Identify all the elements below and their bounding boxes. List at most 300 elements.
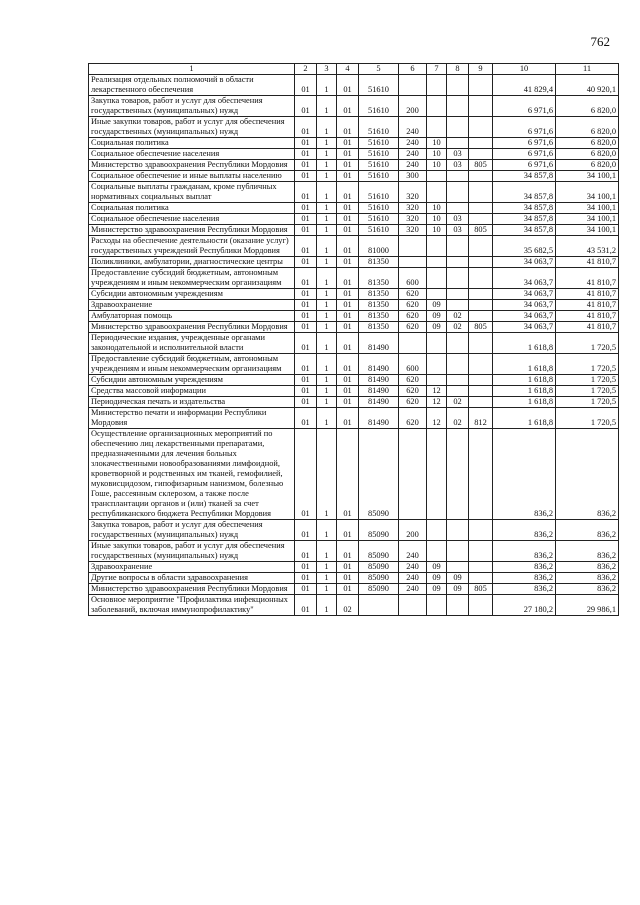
amount-cell: 1 720,5	[556, 386, 619, 397]
amount-cell: 1 720,5	[556, 408, 619, 429]
amount-cell: 836,2	[493, 429, 556, 520]
code-cell: 09	[447, 584, 469, 595]
amount-cell: 34 100,1	[556, 203, 619, 214]
code-cell	[447, 354, 469, 375]
code-cell: 01	[295, 562, 317, 573]
row-name-cell: Социальное обеспечение и иные выплаты населению	[89, 171, 295, 182]
code-cell: 620	[399, 300, 427, 311]
code-cell: 01	[295, 96, 317, 117]
table-row	[89, 595, 619, 616]
code-cell	[469, 397, 493, 408]
code-cell: 85090	[359, 584, 399, 595]
code-cell: 85090	[359, 573, 399, 584]
code-cell: 1	[317, 182, 337, 203]
amount-cell: 6 820,0	[556, 149, 619, 160]
amount-cell: 34 100,1	[556, 171, 619, 182]
amount-cell: 6 820,0	[556, 160, 619, 171]
code-cell	[427, 117, 447, 138]
code-cell: 12	[427, 397, 447, 408]
code-cell: 01	[295, 138, 317, 149]
amount-cell: 836,2	[556, 541, 619, 562]
table-row	[89, 333, 619, 354]
code-cell: 300	[399, 171, 427, 182]
code-cell: 01	[337, 96, 359, 117]
code-cell: 1	[317, 429, 337, 520]
code-cell	[447, 257, 469, 268]
amount-cell: 836,2	[556, 584, 619, 595]
amount-cell: 1 618,8	[493, 397, 556, 408]
amount-cell: 6 971,6	[493, 149, 556, 160]
code-cell: 10	[427, 225, 447, 236]
code-cell: 1	[317, 96, 337, 117]
code-cell: 620	[399, 397, 427, 408]
amount-cell: 836,2	[493, 584, 556, 595]
amount-cell: 34 857,8	[493, 225, 556, 236]
amount-cell: 34 063,7	[493, 322, 556, 333]
code-cell	[447, 117, 469, 138]
code-cell: 01	[337, 333, 359, 354]
code-cell: 620	[399, 386, 427, 397]
table-row	[89, 573, 619, 584]
code-cell: 01	[295, 311, 317, 322]
code-cell	[447, 520, 469, 541]
row-name-cell: Иные закупки товаров, работ и услуг для обеспечения государственных (муниципальных) нужд	[89, 541, 295, 562]
row-name-cell: Министерство здравоохранения Республики Мордовия	[89, 584, 295, 595]
code-cell: 81350	[359, 300, 399, 311]
row-name-cell: Здравоохранение	[89, 562, 295, 573]
code-cell: 805	[469, 225, 493, 236]
code-cell: 01	[295, 236, 317, 257]
table-row	[89, 354, 619, 375]
code-cell	[399, 429, 427, 520]
table-row	[89, 160, 619, 171]
code-cell: 01	[295, 182, 317, 203]
table-row	[89, 149, 619, 160]
row-name-cell: Средства массовой информации	[89, 386, 295, 397]
column-header: 8	[447, 64, 469, 75]
code-cell	[359, 595, 399, 616]
amount-cell: 836,2	[556, 573, 619, 584]
code-cell: 1	[317, 386, 337, 397]
code-cell: 1	[317, 236, 337, 257]
code-cell: 81490	[359, 397, 399, 408]
column-header: 1	[89, 64, 295, 75]
table-row	[89, 182, 619, 203]
amount-cell: 41 810,7	[556, 257, 619, 268]
code-cell	[447, 300, 469, 311]
table-row	[89, 289, 619, 300]
code-cell: 01	[295, 214, 317, 225]
code-cell	[427, 257, 447, 268]
code-cell	[469, 386, 493, 397]
code-cell: 10	[427, 160, 447, 171]
amount-cell: 34 100,1	[556, 225, 619, 236]
code-cell: 1	[317, 397, 337, 408]
code-cell	[399, 75, 427, 96]
amount-cell: 6 971,6	[493, 96, 556, 117]
code-cell	[427, 96, 447, 117]
row-name-cell: Субсидии автономным учреждениям	[89, 375, 295, 386]
column-header: 9	[469, 64, 493, 75]
row-name-cell: Министерство здравоохранения Республики Мордовия	[89, 225, 295, 236]
code-cell: 51610	[359, 160, 399, 171]
amount-cell: 836,2	[493, 573, 556, 584]
code-cell: 320	[399, 214, 427, 225]
code-cell	[447, 203, 469, 214]
code-cell: 620	[399, 289, 427, 300]
code-cell	[469, 182, 493, 203]
table-header-row	[89, 64, 619, 75]
code-cell: 01	[295, 171, 317, 182]
column-header: 5	[359, 64, 399, 75]
code-cell: 01	[295, 203, 317, 214]
code-cell	[469, 333, 493, 354]
row-name-cell: Предоставление субсидий бюджетным, автономным учреждениям и иным некоммерческим организациям	[89, 354, 295, 375]
code-cell	[447, 375, 469, 386]
code-cell: 01	[295, 160, 317, 171]
code-cell	[427, 595, 447, 616]
code-cell: 01	[337, 225, 359, 236]
amount-cell: 41 829,4	[493, 75, 556, 96]
code-cell: 81350	[359, 268, 399, 289]
code-cell: 1	[317, 541, 337, 562]
code-cell: 01	[295, 268, 317, 289]
amount-cell: 6 971,6	[493, 117, 556, 138]
code-cell	[427, 182, 447, 203]
code-cell	[399, 236, 427, 257]
code-cell: 1	[317, 289, 337, 300]
amount-cell: 836,2	[493, 520, 556, 541]
code-cell: 01	[295, 333, 317, 354]
table-row	[89, 214, 619, 225]
row-name-cell: Социальная политика	[89, 203, 295, 214]
code-cell: 320	[399, 203, 427, 214]
column-header: 2	[295, 64, 317, 75]
amount-cell: 34 063,7	[493, 257, 556, 268]
code-cell: 81350	[359, 322, 399, 333]
code-cell: 812	[469, 408, 493, 429]
code-cell: 240	[399, 149, 427, 160]
amount-cell: 34 857,8	[493, 203, 556, 214]
row-name-cell: Субсидии автономным учреждениям	[89, 289, 295, 300]
code-cell: 1	[317, 160, 337, 171]
code-cell: 01	[295, 520, 317, 541]
code-cell: 01	[337, 138, 359, 149]
table-row	[89, 386, 619, 397]
code-cell	[447, 236, 469, 257]
code-cell: 81490	[359, 333, 399, 354]
code-cell: 620	[399, 408, 427, 429]
code-cell	[447, 75, 469, 96]
code-cell	[447, 171, 469, 182]
code-cell: 240	[399, 541, 427, 562]
code-cell	[469, 96, 493, 117]
code-cell: 1	[317, 75, 337, 96]
code-cell	[447, 289, 469, 300]
code-cell	[469, 236, 493, 257]
code-cell: 01	[295, 541, 317, 562]
table-row	[89, 520, 619, 541]
code-cell: 1	[317, 149, 337, 160]
code-cell: 240	[399, 138, 427, 149]
code-cell: 81490	[359, 375, 399, 386]
code-cell: 600	[399, 354, 427, 375]
code-cell: 01	[337, 322, 359, 333]
code-cell	[469, 429, 493, 520]
code-cell	[469, 214, 493, 225]
amount-cell: 1 720,5	[556, 354, 619, 375]
row-name-cell: Реализация отдельных полномочий в области лекарственного обеспечения	[89, 75, 295, 96]
code-cell: 200	[399, 96, 427, 117]
amount-cell: 34 063,7	[493, 300, 556, 311]
column-header: 4	[337, 64, 359, 75]
row-name-cell: Социальное обеспечение населения	[89, 214, 295, 225]
code-cell: 81350	[359, 257, 399, 268]
code-cell: 01	[295, 375, 317, 386]
table-row	[89, 138, 619, 149]
code-cell: 01	[295, 257, 317, 268]
code-cell: 805	[469, 322, 493, 333]
code-cell: 10	[427, 149, 447, 160]
table-row	[89, 96, 619, 117]
amount-cell: 41 810,7	[556, 322, 619, 333]
code-cell	[469, 375, 493, 386]
row-name-cell: Социальная политика	[89, 138, 295, 149]
code-cell: 01	[337, 257, 359, 268]
amount-cell: 41 810,7	[556, 289, 619, 300]
code-cell: 1	[317, 354, 337, 375]
code-cell: 01	[337, 354, 359, 375]
code-cell: 805	[469, 160, 493, 171]
code-cell: 09	[447, 573, 469, 584]
table-row	[89, 397, 619, 408]
amount-cell: 34 857,8	[493, 171, 556, 182]
code-cell: 620	[399, 311, 427, 322]
table-row	[89, 562, 619, 573]
code-cell	[469, 257, 493, 268]
code-cell: 02	[337, 595, 359, 616]
amount-cell: 29 986,1	[556, 595, 619, 616]
code-cell: 240	[399, 160, 427, 171]
code-cell: 01	[337, 149, 359, 160]
code-cell: 600	[399, 268, 427, 289]
table-row	[89, 203, 619, 214]
code-cell: 01	[337, 236, 359, 257]
code-cell: 09	[427, 573, 447, 584]
code-cell: 85090	[359, 541, 399, 562]
budget-table	[88, 63, 619, 616]
code-cell	[427, 75, 447, 96]
code-cell: 09	[427, 562, 447, 573]
code-cell: 51610	[359, 75, 399, 96]
code-cell: 01	[295, 386, 317, 397]
code-cell: 01	[337, 268, 359, 289]
code-cell: 02	[447, 397, 469, 408]
code-cell: 51610	[359, 225, 399, 236]
code-cell: 01	[295, 289, 317, 300]
code-cell: 01	[295, 408, 317, 429]
code-cell: 01	[337, 117, 359, 138]
row-name-cell: Осуществление организационных мероприятий по обеспечению лиц лекарственными препаратами, предназначенными для лечения больных злокачественными новообразованиями лимфоидной, кроветворной и родственных им тканей, гемофилией, муковисцидозом, гипофизарным нанизмом, болезнью Гоше, рассеянным склерозом, а также после трансплантации органов и (или) тканей за счет республиканского бюджета Республики Мордовия	[89, 429, 295, 520]
table-row	[89, 75, 619, 96]
code-cell	[427, 333, 447, 354]
code-cell	[427, 429, 447, 520]
amount-cell: 6 820,0	[556, 138, 619, 149]
code-cell	[427, 354, 447, 375]
code-cell: 51610	[359, 171, 399, 182]
code-cell	[427, 289, 447, 300]
amount-cell: 41 810,7	[556, 268, 619, 289]
code-cell: 1	[317, 300, 337, 311]
code-cell: 01	[337, 520, 359, 541]
code-cell: 1	[317, 573, 337, 584]
code-cell	[469, 541, 493, 562]
code-cell: 09	[427, 322, 447, 333]
code-cell	[447, 429, 469, 520]
code-cell: 51610	[359, 117, 399, 138]
code-cell: 09	[427, 300, 447, 311]
amount-cell: 34 100,1	[556, 214, 619, 225]
table-row	[89, 225, 619, 236]
code-cell: 1	[317, 595, 337, 616]
amount-cell: 6 820,0	[556, 117, 619, 138]
code-cell	[447, 138, 469, 149]
code-cell: 1	[317, 333, 337, 354]
code-cell: 1	[317, 322, 337, 333]
code-cell: 81350	[359, 289, 399, 300]
code-cell: 1	[317, 171, 337, 182]
code-cell: 09	[427, 311, 447, 322]
code-cell	[399, 595, 427, 616]
code-cell: 01	[337, 573, 359, 584]
code-cell: 01	[337, 214, 359, 225]
code-cell: 01	[337, 584, 359, 595]
column-header: 7	[427, 64, 447, 75]
table-row	[89, 322, 619, 333]
amount-cell: 34 063,7	[493, 268, 556, 289]
code-cell: 320	[399, 182, 427, 203]
code-cell: 51610	[359, 182, 399, 203]
amount-cell: 836,2	[556, 520, 619, 541]
amount-cell: 836,2	[493, 562, 556, 573]
code-cell: 01	[295, 300, 317, 311]
table-row	[89, 268, 619, 289]
code-cell: 1	[317, 584, 337, 595]
code-cell: 805	[469, 584, 493, 595]
code-cell	[447, 595, 469, 616]
code-cell: 10	[427, 138, 447, 149]
amount-cell: 34 063,7	[493, 289, 556, 300]
code-cell: 240	[399, 562, 427, 573]
table-row	[89, 171, 619, 182]
code-cell	[427, 236, 447, 257]
table-body	[89, 75, 619, 616]
row-name-cell: Другие вопросы в области здравоохранения	[89, 573, 295, 584]
code-cell	[447, 562, 469, 573]
code-cell: 81490	[359, 408, 399, 429]
code-cell: 1	[317, 562, 337, 573]
amount-cell: 40 920,1	[556, 75, 619, 96]
row-name-cell: Министерство печати и информации Республики Мордовия	[89, 408, 295, 429]
code-cell: 1	[317, 408, 337, 429]
code-cell: 01	[337, 300, 359, 311]
code-cell	[469, 171, 493, 182]
code-cell	[469, 595, 493, 616]
table-row	[89, 541, 619, 562]
code-cell	[469, 289, 493, 300]
code-cell: 03	[447, 160, 469, 171]
row-name-cell: Предоставление субсидий бюджетным, автономным учреждениям и иным некоммерческим организациям	[89, 268, 295, 289]
amount-cell: 41 810,7	[556, 300, 619, 311]
code-cell	[469, 573, 493, 584]
table-row	[89, 257, 619, 268]
code-cell: 02	[447, 322, 469, 333]
code-cell: 03	[447, 225, 469, 236]
amount-cell: 1 720,5	[556, 333, 619, 354]
code-cell: 02	[447, 408, 469, 429]
code-cell: 01	[337, 160, 359, 171]
code-cell	[469, 520, 493, 541]
code-cell: 01	[295, 397, 317, 408]
code-cell: 01	[337, 75, 359, 96]
code-cell	[427, 171, 447, 182]
table-row	[89, 236, 619, 257]
code-cell	[427, 268, 447, 289]
code-cell: 1	[317, 257, 337, 268]
table-row	[89, 584, 619, 595]
code-cell: 1	[317, 311, 337, 322]
row-name-cell: Поликлиники, амбулатории, диагностические центры	[89, 257, 295, 268]
row-name-cell: Основное мероприятие "Профилактика инфекционных заболеваний, включая иммунопрофилактику"	[89, 595, 295, 616]
code-cell: 85090	[359, 429, 399, 520]
code-cell	[469, 149, 493, 160]
code-cell	[469, 138, 493, 149]
code-cell: 200	[399, 520, 427, 541]
code-cell: 85090	[359, 520, 399, 541]
code-cell: 320	[399, 225, 427, 236]
amount-cell: 1 720,5	[556, 375, 619, 386]
code-cell: 10	[427, 203, 447, 214]
code-cell: 01	[295, 584, 317, 595]
code-cell	[469, 311, 493, 322]
amount-cell: 836,2	[556, 562, 619, 573]
code-cell: 01	[337, 289, 359, 300]
code-cell: 51610	[359, 149, 399, 160]
amount-cell: 1 720,5	[556, 397, 619, 408]
code-cell: 01	[295, 149, 317, 160]
code-cell	[427, 541, 447, 562]
code-cell: 1	[317, 117, 337, 138]
code-cell	[427, 375, 447, 386]
code-cell	[469, 354, 493, 375]
code-cell: 81490	[359, 386, 399, 397]
code-cell: 01	[337, 429, 359, 520]
code-cell: 01	[295, 354, 317, 375]
amount-cell: 34 857,8	[493, 182, 556, 203]
page-number: 762	[590, 34, 610, 49]
amount-cell: 1 618,8	[493, 333, 556, 354]
table-row	[89, 375, 619, 386]
column-header: 3	[317, 64, 337, 75]
table-row	[89, 311, 619, 322]
amount-cell: 27 180,2	[493, 595, 556, 616]
code-cell: 51610	[359, 138, 399, 149]
code-cell: 01	[295, 429, 317, 520]
code-cell: 1	[317, 520, 337, 541]
column-header: 10	[493, 64, 556, 75]
row-name-cell: Расходы на обеспечение деятельности (оказание услуг) государственных учреждений Республики Мордовия	[89, 236, 295, 257]
code-cell: 620	[399, 375, 427, 386]
